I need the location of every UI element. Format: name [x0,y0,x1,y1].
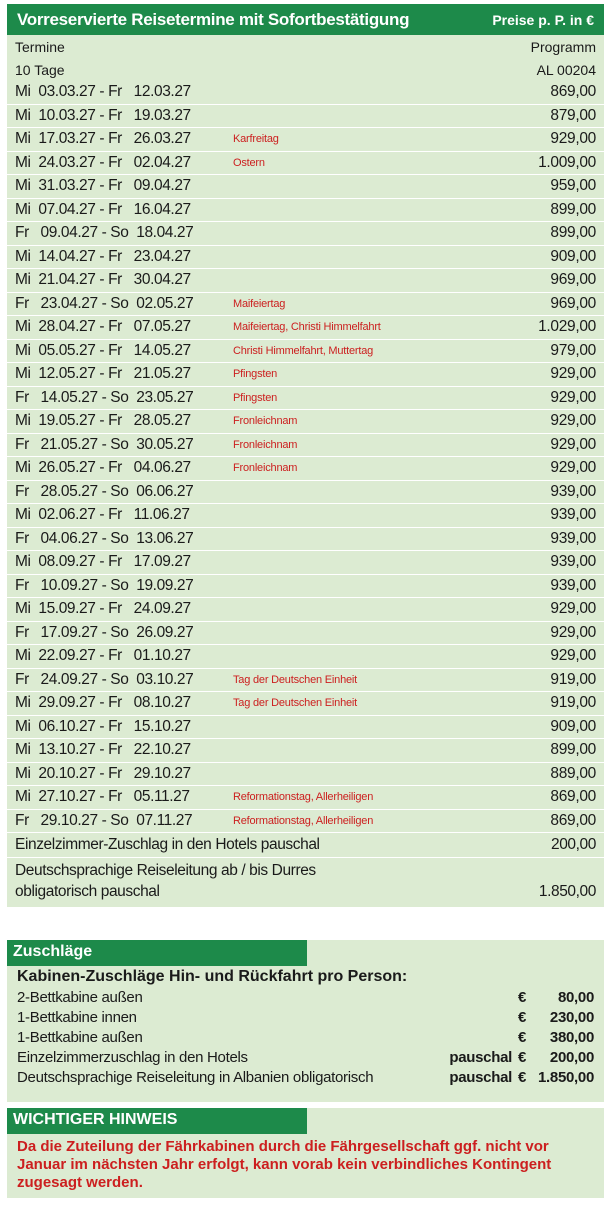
row-holiday-note: Karfreitag [233,133,279,146]
table-row [7,387,604,411]
surcharge-currency: € [518,1049,527,1066]
row-price: 919,00 [550,670,596,688]
subheader-row-1 [7,35,604,58]
row-holiday-note: Fronleichnam [233,415,298,428]
row-price: 929,00 [550,130,596,148]
programm-label: Programm [530,38,596,55]
table-header-bar [7,4,604,35]
table-row [7,340,604,364]
row-price: 909,00 [550,717,596,735]
table-row [7,692,604,716]
table-row [7,763,604,787]
table-row [7,645,604,669]
row-price: 879,00 [550,106,596,124]
surcharge-amount: 380,00 [549,1029,594,1046]
row-dates: Fr 17.09.27 - So 26.09.27 [15,623,194,641]
surcharge-currency: € [518,1029,527,1046]
row-dates: Mi 02.06.27 - Fr 11.06.27 [15,506,190,524]
table-row [7,175,604,199]
table-row [7,199,604,223]
price-table [7,4,604,907]
hinweis-text: Da die Zuteilung der Fährkabinen durch die Fährgesellschaft ggf. nicht vor Januar im nächsten Jahr erfolgt, kann vorab kein verbindliches Kontingent zugesagt werden. [17,1138,552,1191]
surcharge-row [17,1029,594,1049]
surcharge-row [17,1069,594,1089]
guide-label-2: obligatorisch pauschal [15,883,160,900]
hinweis-panel [7,1108,604,1198]
surcharge-currency: € [518,1009,527,1026]
table-row [7,786,604,810]
row-dates: Mi 22.09.27 - Fr 01.10.27 [15,647,191,665]
row-holiday-note: Reformationstag, Allerheiligen [233,791,374,804]
table-row [7,128,604,152]
table-row [7,575,604,599]
row-price: 969,00 [550,294,596,312]
table-row [7,504,604,528]
row-dates: Mi 21.04.27 - Fr 30.04.27 [15,271,191,289]
row-dates: Fr 09.04.27 - So 18.04.27 [15,224,194,242]
row-holiday-note: Tag der Deutschen Einheit [233,673,358,686]
row-price: 929,00 [550,412,596,430]
single-room-price: 200,00 [550,836,596,853]
surcharge-row [17,989,594,1009]
guide-row [7,858,604,907]
table-row [7,622,604,646]
table-row [7,669,604,693]
surcharge-currency: € [518,1069,527,1086]
date-rows [7,81,604,833]
surcharge-prefix: pauschal [449,1049,512,1066]
table-row [7,246,604,270]
row-price: 929,00 [550,623,596,641]
surcharge-label: Deutschsprachige Reiseleitung in Albanien obligatorisch [17,1069,374,1086]
surcharge-amount: 200,00 [549,1049,594,1066]
row-dates: Mi 10.03.27 - Fr 19.03.27 [15,106,191,124]
table-row [7,457,604,481]
row-dates: Mi 13.10.27 - Fr 22.10.27 [15,741,191,759]
row-price: 939,00 [550,576,596,594]
row-price: 909,00 [550,247,596,265]
row-price: 969,00 [550,271,596,289]
row-dates: Mi 15.09.27 - Fr 24.09.27 [15,600,191,618]
row-holiday-note: Pfingsten [233,391,278,404]
row-holiday-note: Tag der Deutschen Einheit [233,697,358,710]
termine-label: Termine [15,38,65,55]
row-dates: Fr 04.06.27 - So 13.06.27 [15,529,194,547]
row-price: 929,00 [550,435,596,453]
row-holiday-note: Maifeiertag, Christi Himmelfahrt [233,321,381,334]
row-price: 939,00 [550,506,596,524]
table-row [7,551,604,575]
row-price: 929,00 [550,388,596,406]
row-price: 939,00 [550,529,596,547]
row-price: 929,00 [550,647,596,665]
row-dates: Mi 28.04.27 - Fr 07.05.27 [15,318,191,336]
row-price: 919,00 [550,694,596,712]
row-dates: Mi 26.05.27 - Fr 04.06.27 [15,459,191,477]
table-row [7,363,604,387]
table-row [7,316,604,340]
row-holiday-note: Fronleichnam [233,462,298,475]
row-price: 889,00 [550,764,596,782]
row-price: 929,00 [550,600,596,618]
surcharge-label: 1-Bettkabine innen [17,1009,137,1026]
guide-price: 1.850,00 [538,883,596,900]
row-dates: Fr 29.10.27 - So 07.11.27 [15,811,193,829]
table-row [7,434,604,458]
table-row [7,739,604,763]
zuschlaege-panel [7,940,604,1102]
row-holiday-note: Christi Himmelfahrt, Muttertag [233,344,374,357]
table-row [7,481,604,505]
row-dates: Fr 10.09.27 - So 19.09.27 [15,576,194,594]
row-holiday-note: Fronleichnam [233,438,298,451]
row-dates: Fr 14.05.27 - So 23.05.27 [15,388,194,406]
row-price: 899,00 [550,200,596,218]
surcharge-amount: 1.850,00 [538,1069,594,1086]
surcharge-amount: 80,00 [557,989,594,1006]
row-dates: Mi 08.09.27 - Fr 17.09.27 [15,553,191,571]
table-row [7,410,604,434]
row-price: 869,00 [550,811,596,829]
row-holiday-note: Maifeiertag [233,297,286,310]
surcharge-prefix: pauschal [449,1069,512,1086]
row-dates: Mi 05.05.27 - Fr 14.05.27 [15,341,191,359]
table-row [7,293,604,317]
row-price: 929,00 [550,365,596,383]
table-row [7,528,604,552]
row-price: 869,00 [550,788,596,806]
row-dates: Mi 07.04.27 - Fr 16.04.27 [15,200,191,218]
row-price: 1.029,00 [538,318,596,336]
surcharge-label: 1-Bettkabine außen [17,1029,143,1046]
single-room-label: Einzelzimmer-Zuschlag in den Hotels pauschal [15,836,320,853]
subheader-row-2 [7,58,604,81]
row-dates: Mi 29.09.27 - Fr 08.10.27 [15,694,191,712]
table-row [7,598,604,622]
guide-label-1: Deutschsprachige Reiseleitung ab / bis Durres [15,862,316,879]
zuschlaege-list [17,989,594,1089]
row-dates: Fr 21.05.27 - So 30.05.27 [15,435,194,453]
table-title: Vorreservierte Reisetermine mit Sofortbestätigung [17,9,410,29]
row-dates: Mi 06.10.27 - Fr 15.10.27 [15,717,191,735]
row-price: 979,00 [550,341,596,359]
surcharge-label: Einzelzimmerzuschlag in den Hotels [17,1049,248,1066]
table-row [7,716,604,740]
row-dates: Mi 19.05.27 - Fr 28.05.27 [15,412,191,430]
table-row [7,222,604,246]
duration-label: 10 Tage [15,61,65,78]
row-dates: Mi 31.03.27 - Fr 09.04.27 [15,177,191,195]
table-row [7,152,604,176]
row-dates: Mi 12.05.27 - Fr 21.05.27 [15,365,191,383]
row-price: 899,00 [550,741,596,759]
row-dates: Fr 24.09.27 - So 03.10.27 [15,670,194,688]
table-row [7,269,604,293]
row-price: 939,00 [550,482,596,500]
row-price: 929,00 [550,459,596,477]
row-holiday-note: Pfingsten [233,368,278,381]
zuschlaege-tab: Zuschläge [7,940,307,966]
hinweis-tab: WICHTIGER HINWEIS [7,1108,307,1134]
row-dates: Fr 23.04.27 - So 02.05.27 [15,294,194,312]
row-dates: Mi 20.10.27 - Fr 29.10.27 [15,764,191,782]
row-holiday-note: Reformationstag, Allerheiligen [233,814,374,827]
table-row [7,810,604,834]
row-dates: Fr 28.05.27 - So 06.06.27 [15,482,194,500]
surcharge-currency: € [518,989,527,1006]
row-dates: Mi 27.10.27 - Fr 05.11.27 [15,788,190,806]
surcharge-row [17,1009,594,1029]
row-price: 939,00 [550,553,596,571]
surcharge-label: 2-Bettkabine außen [17,989,143,1006]
row-dates: Mi 14.04.27 - Fr 23.04.27 [15,247,191,265]
row-holiday-note: Ostern [233,156,265,169]
surcharge-row [17,1049,594,1069]
row-price: 1.009,00 [538,153,596,171]
row-price: 869,00 [550,83,596,101]
surcharge-amount: 230,00 [549,1009,594,1026]
zuschlaege-heading: Kabinen-Zuschläge Hin- und Rückfahrt pro Person: [17,968,408,985]
row-dates: Mi 17.03.27 - Fr 26.03.27 [15,130,191,148]
currency-label: Preise p. P. in € [492,11,594,28]
row-price: 899,00 [550,224,596,242]
row-dates: Mi 03.03.27 - Fr 12.03.27 [15,83,191,101]
table-row [7,81,604,105]
program-code: AL 00204 [536,61,596,78]
row-price: 959,00 [550,177,596,195]
single-room-row [7,833,604,858]
table-row [7,105,604,129]
row-dates: Mi 24.03.27 - Fr 02.04.27 [15,153,191,171]
